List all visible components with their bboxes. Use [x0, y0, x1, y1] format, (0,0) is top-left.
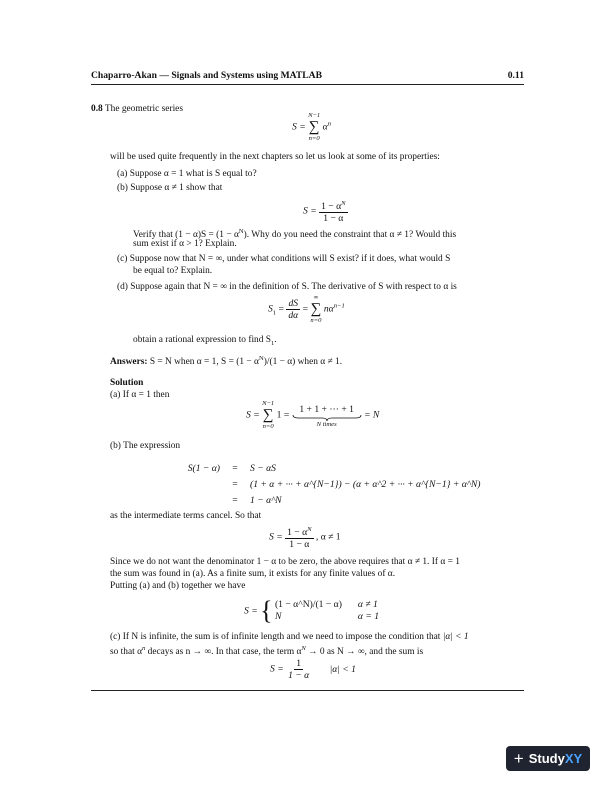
frac-num: 1	[296, 658, 302, 669]
part-d-label: (d)	[117, 282, 128, 292]
eq-lhs: S	[268, 303, 273, 315]
derivative-fraction	[286, 298, 300, 321]
eq-sign: =	[278, 303, 284, 315]
part-d-after	[133, 334, 277, 350]
answers-line	[110, 353, 342, 368]
row-eq: =	[232, 495, 238, 506]
problem-number: 0.8	[91, 104, 103, 114]
row-lhs: S(1 − α)	[187, 463, 220, 474]
solution-a-equation	[246, 400, 379, 431]
solution-para-3: Putting (a) and (b) together we have	[110, 581, 246, 591]
eq-condition: , α ≠ 1	[315, 531, 341, 543]
row-rhs: S − αS	[250, 463, 276, 474]
sum-symbol: N−1 ∑ n=0	[262, 400, 275, 430]
part-c-line2: be equal to? Explain.	[133, 266, 213, 276]
fraction	[285, 524, 313, 550]
series-explanation: will be used quite frequently in the next chapters so let us look at some of its properties:	[110, 152, 440, 162]
aligned-row	[170, 493, 480, 509]
eq-term: α	[322, 121, 328, 133]
sum-bottom: n=0	[262, 423, 274, 430]
eq-rhs: = N	[364, 409, 380, 421]
c2-text-b: decays as n → ∞. In that case, the term α	[147, 647, 302, 658]
fraction	[319, 198, 347, 224]
row-rhs: (1 + α + ··· + α^{N−1}) − (α + α^2 + ··· + α^{N−1} + α^N)	[250, 479, 481, 490]
sum-top: ∞	[313, 294, 319, 301]
cases-grid	[275, 599, 379, 623]
part-c-label: (c)	[117, 254, 128, 264]
problem-intro: The geometric series	[104, 104, 183, 114]
sum-symbol: N−1 ∑ n=0	[308, 112, 321, 142]
eq-lhs: S =	[244, 605, 258, 617]
d-after-text: obtain a rational expression to find S	[133, 335, 271, 345]
solution-para-2: the sum was found in (a). As a finite sum, it exists for any finite values of α.	[110, 569, 396, 579]
problem-intro-line	[91, 103, 183, 115]
eq-term: 1 =	[276, 409, 290, 421]
answers-text: S = N when α = 1, S = (1 − α	[149, 357, 259, 368]
c1-condition: |α| < 1	[442, 632, 469, 642]
case-1-expr: (1 − α^N)/(1 − α)	[274, 599, 342, 610]
brace-label: N times	[316, 420, 337, 428]
part-b-text: Suppose α ≠ 1 show that	[130, 183, 223, 193]
c2-text-a: so that α	[110, 647, 142, 658]
part-c-text1: Suppose now that N = ∞, under what conditions will S exist? if it does, what would S	[129, 254, 451, 264]
frac-num-sup: N	[307, 526, 312, 533]
eq-lhs-sub: 1	[272, 309, 277, 317]
sum-top: N−1	[262, 400, 275, 407]
eq-lhs: S =	[303, 205, 317, 217]
eq-term: nα	[323, 303, 334, 315]
answers-label: Answers:	[110, 357, 148, 368]
frac-den: 1 − α	[323, 213, 344, 225]
row-eq: =	[232, 463, 238, 474]
solution-b-result	[269, 524, 341, 550]
solution-c-line1	[110, 631, 469, 643]
solution-title: Solution	[110, 378, 144, 388]
case-1-cond: α ≠ 1	[357, 599, 378, 610]
eq-lhs: S =	[292, 121, 306, 133]
eq-lhs: S =	[270, 663, 284, 675]
d-after-sub: 1	[271, 339, 275, 347]
row-eq: =	[232, 479, 238, 490]
page-header	[91, 70, 524, 81]
part-b	[117, 182, 222, 194]
aligned-row	[170, 461, 480, 477]
solution-c-equation	[270, 658, 356, 681]
eq-condition: |α| < 1	[329, 663, 356, 675]
part-a-text: Suppose α = 1 what is S equal to?	[129, 169, 257, 179]
eq-term-sup: n	[327, 120, 331, 128]
solution-b-after: as the intermediate terms cancel. So that	[110, 511, 262, 521]
left-brace: {	[260, 596, 273, 625]
part-d-text: Suppose again that N = ∞ in the definition of S. The derivative of S with respect to α is	[130, 282, 457, 292]
part-d-equation	[268, 294, 345, 325]
frac-num-sup: N	[341, 200, 346, 207]
sum-symbol: ∞ ∑ n=0	[310, 294, 322, 324]
c2-sup2: N	[301, 645, 306, 652]
part-c-line1	[117, 253, 450, 265]
eq-term-sup: n−1	[333, 302, 345, 310]
frac-num: 1 − α	[321, 201, 342, 213]
solution-c-line2	[110, 643, 423, 658]
answers-text-end: )/(1 − α) when α ≠ 1.	[263, 357, 343, 368]
row-rhs: 1 − α^N	[250, 495, 282, 506]
eq-lhs: S =	[269, 531, 283, 543]
part-d	[117, 281, 457, 293]
case-2-expr: N	[274, 611, 282, 622]
frac-den: dα	[288, 310, 299, 321]
solution-para-1: Since we do not want the denominator 1 − α to be zero, the above requires that α ≠ 1. If α = 1	[110, 557, 460, 567]
part-b-verify-line2: sum exist if α > 1? Explain.	[133, 239, 237, 249]
c2-text-c: → 0 as N → ∞, and the sum is	[308, 647, 424, 658]
fraction	[286, 658, 311, 681]
eq-sign-2: =	[302, 303, 308, 315]
brand-a: Study	[528, 751, 565, 766]
solution-b-text: (b) The expression	[110, 441, 181, 451]
brace-group	[292, 404, 362, 428]
header-page-number: 0.11	[507, 70, 524, 81]
frac-num: 1 − α	[287, 527, 308, 539]
c1-text: (c) If N is infinite, the sum is of infinite length and we need to impose the condition that	[110, 632, 441, 642]
sum-top: N−1	[308, 112, 321, 119]
plus-icon: +	[513, 749, 524, 768]
case-2-cond: α = 1	[357, 611, 380, 622]
verify-text: Verify that (1 − α)S = (1 − α	[133, 230, 239, 241]
part-b-label: (b)	[117, 183, 128, 193]
footer-rule	[91, 690, 524, 691]
part-a-label: (a)	[117, 169, 128, 179]
solution-b-aligned-equations	[170, 461, 480, 509]
frac-den: 1 − α	[288, 670, 310, 681]
sum-bottom: n=0	[310, 317, 322, 324]
brand-name	[529, 751, 582, 766]
brand-b: XY	[564, 751, 583, 766]
verify-text-end: ). Why do you need the constraint that α ≠ 1? Would this	[243, 230, 457, 241]
sum-bottom: n=0	[308, 135, 320, 142]
frac-den: 1 − α	[289, 539, 310, 551]
part-b-equation	[303, 198, 348, 224]
series-equation	[292, 112, 331, 143]
answers-sup: N	[258, 355, 264, 362]
header-title: Chaparro-Akan — Signals and Systems using MATLAB	[91, 70, 323, 81]
part-a	[117, 168, 257, 180]
c2-sup: n	[142, 645, 146, 652]
aligned-row	[170, 477, 480, 493]
header-rule	[91, 84, 524, 85]
cases-equation	[244, 596, 379, 626]
d-after-end: .	[274, 335, 277, 345]
braced-expression: 1 + 1 + ··· + 1	[299, 403, 354, 415]
studyxy-badge[interactable]	[506, 746, 590, 771]
eq-lhs: S =	[246, 409, 260, 421]
verify-sup: N	[238, 228, 244, 235]
solution-a-text: (a) If α = 1 then	[110, 390, 170, 400]
frac-num: dS	[288, 298, 299, 309]
